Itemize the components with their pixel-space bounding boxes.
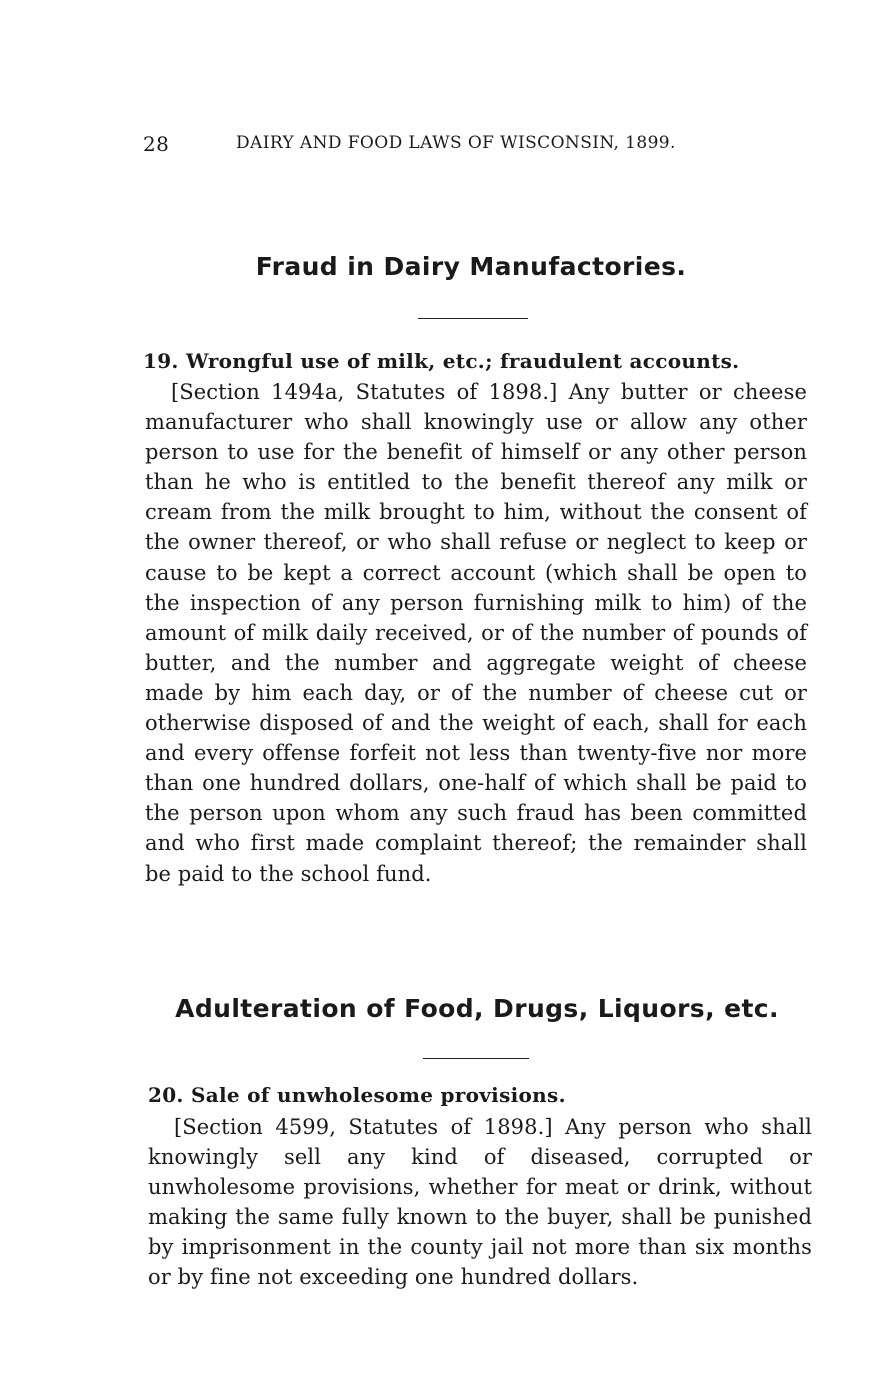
heading-rule	[418, 318, 528, 319]
section-title-20: 20. Sale of unwholesome provisions.	[148, 1083, 566, 1107]
running-title: DAIRY AND FOOD LAWS OF WISCONSIN, 1899.	[236, 133, 676, 153]
heading-rule	[423, 1058, 529, 1059]
section-body-20	[148, 1112, 812, 1293]
running-head	[143, 132, 723, 156]
page-number: 28	[143, 132, 170, 156]
section-paragraph: [Section 4599, Statutes of 1898.] Any person who shall knowingly sell any kind of diseased, corrupted or unwholesome provisions, whether for meat or drink, without making the same fully known to the buyer, shall be punished by imprisonment in the county jail not more than six months or by fine not exceeding one hundred dollars.	[148, 1115, 812, 1290]
section-body-19	[145, 377, 807, 889]
section-title-19: 19. Wrongful use of milk, etc.; fraudulent accounts.	[143, 349, 740, 373]
section-heading-adulteration: Adulteration of Food, Drugs, Liquors, etc.	[175, 994, 779, 1023]
section-paragraph: [Section 1494a, Statutes of 1898.] Any butter or cheese manufacturer who shall knowingly use or allow any other person to use for the benefit of himself or any other person than he who is entitled to the benefit thereof any milk or cream from the milk brought to him, without the consent of the owner thereof, or who shall refuse or neglect to keep or cause to be kept a correct account (which shall be open to the inspection of any person furnishing milk to him) of the amount of milk daily received, or of the number of pounds of butter, and the number and aggregate weight of cheese made by him each day, or of the number of cheese cut or otherwise disposed of and the weight of each, shall for each and every offense forfeit not less than twenty-five nor more than one hundred dollars, one-half of which shall be paid to the person upon whom any such fraud has been committed and who first made complaint thereof; the remainder shall be paid to the school fund.	[145, 380, 807, 886]
section-heading-fraud: Fraud in Dairy Manufactories.	[255, 252, 687, 281]
